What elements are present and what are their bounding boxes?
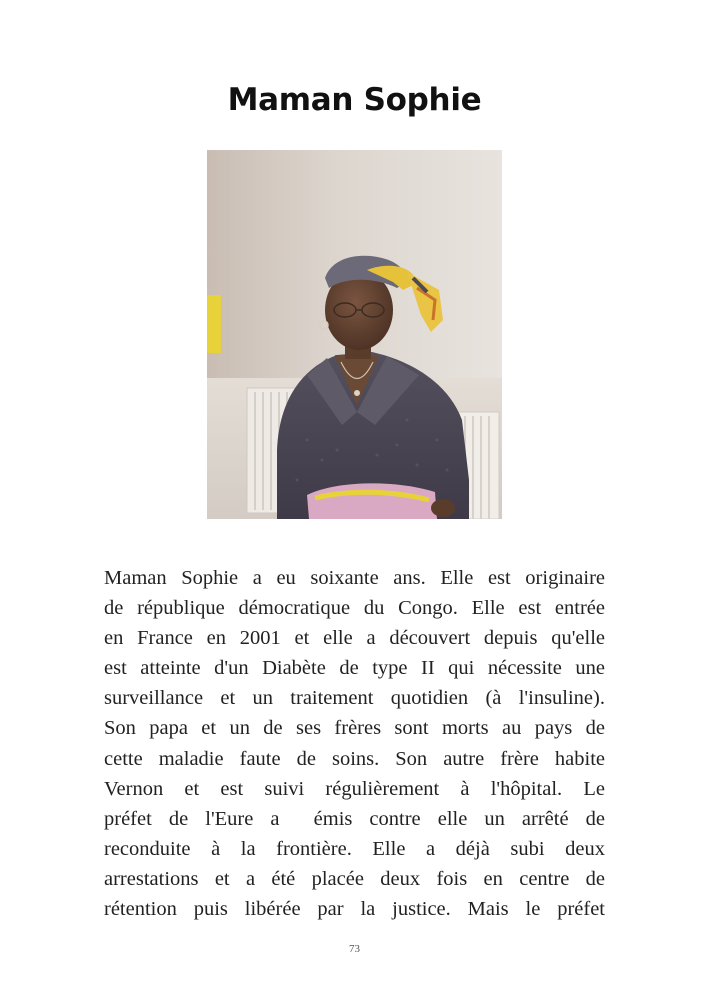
paragraph-line: est atteinte d'un Diabète de type II qui nécessite une bbox=[104, 657, 605, 680]
paragraph-line: rétention puis libérée par la justice. Mais le préfet bbox=[104, 898, 605, 921]
paragraph-line: arrestations et a été placée deux fois en centre de bbox=[104, 867, 605, 890]
paragraph bbox=[104, 563, 605, 924]
paragraph-line: reconduite à la frontière. Elle a déjà subi deux bbox=[104, 837, 605, 860]
paragraph-line: de république démocratique du Congo. Elle est entrée bbox=[104, 597, 605, 620]
page-title: Maman Sophie bbox=[227, 82, 482, 118]
waist-wrap bbox=[307, 483, 437, 519]
paragraph-line: Vernon et est suivi régulièrement à l'hôpital. Le bbox=[104, 777, 605, 800]
portrait-photo bbox=[207, 150, 502, 519]
paragraph-line: surveillance et un traitement quotidien (à l'insuline). bbox=[104, 687, 605, 710]
yellow-poster bbox=[207, 295, 221, 353]
page-number: 73 bbox=[349, 943, 360, 955]
paragraph-line: Son papa et un de ses frères sont morts au pays de bbox=[104, 717, 605, 740]
paragraph-line: Maman Sophie a eu soixante ans. Elle est originaire bbox=[104, 567, 605, 589]
paragraph-line: préfet de l'Eure a émis contre elle un arrêté de bbox=[104, 807, 605, 830]
paragraph-line: en France en 2001 et elle a découvert depuis qu'elle bbox=[104, 627, 605, 650]
paragraph-line: cette maladie faute de soins. Son autre frère habite bbox=[104, 747, 605, 770]
